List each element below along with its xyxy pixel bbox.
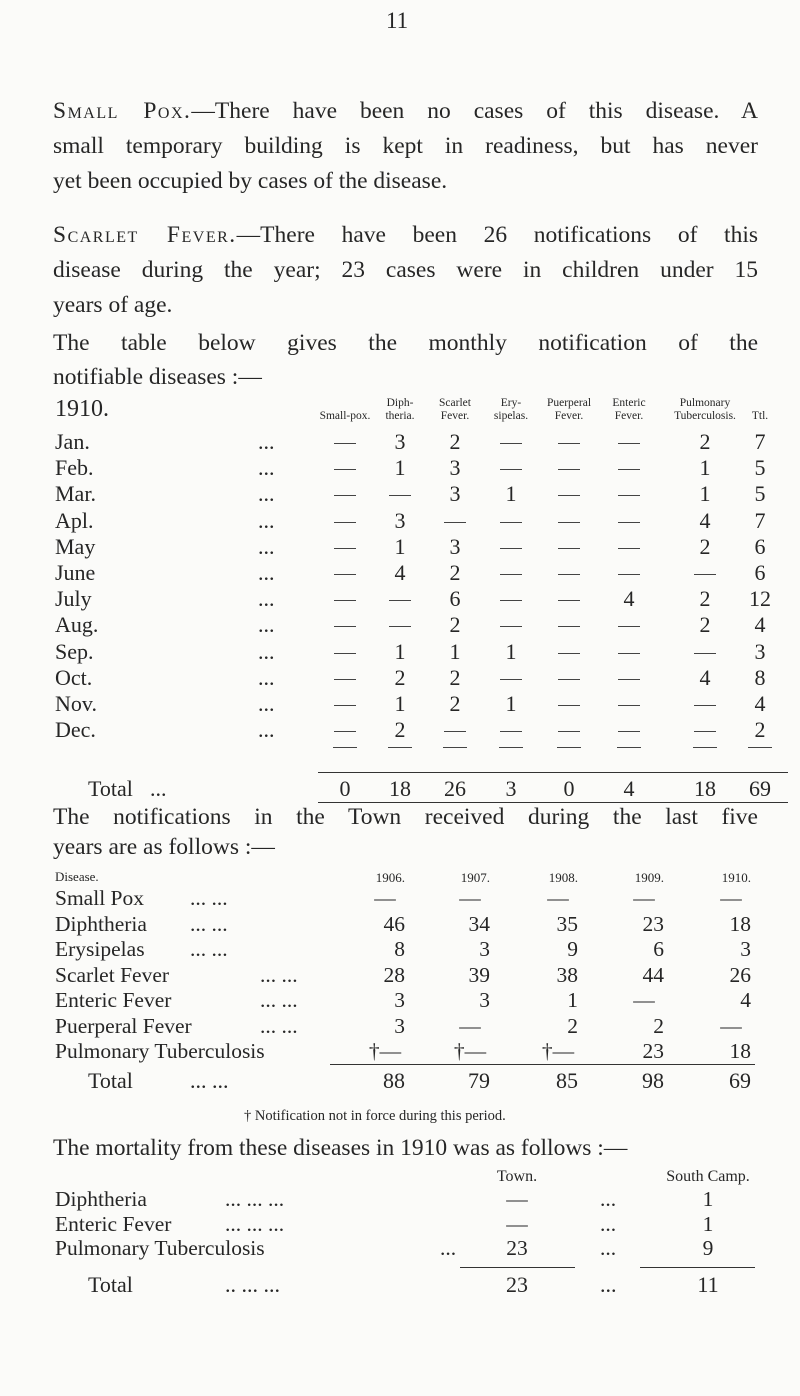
month-label: Feb.: [55, 455, 94, 481]
year-header: 1908.: [548, 870, 578, 885]
table-cell: 1: [699, 455, 711, 481]
column-header: Fever.: [614, 410, 644, 422]
leader-dots: ...: [600, 1187, 617, 1211]
month-label: June: [55, 560, 96, 585]
column-header: Fever.: [554, 410, 584, 422]
total-cell: 0: [339, 776, 351, 801]
five-year-intro-line-2: years are as follows :—: [53, 834, 275, 860]
total-cell: 26: [444, 776, 466, 801]
table-cell: 2: [449, 664, 461, 690]
table-cell: 2: [699, 612, 711, 638]
leader-dots: ...: [258, 717, 275, 743]
leader-dots: ...: [258, 638, 275, 664]
total-cell: 0: [563, 776, 575, 801]
table-cell: —: [459, 1013, 481, 1038]
table-cell: 3: [394, 429, 406, 454]
page-number: 11: [386, 8, 409, 33]
table-cell: 1: [505, 481, 517, 507]
disease-label: Enteric Fever: [55, 1211, 172, 1236]
year-header: 1909.: [634, 870, 664, 885]
total-label: Total: [88, 1272, 133, 1297]
total-cell: 85: [556, 1068, 578, 1093]
leader-dots: ...: [440, 1236, 457, 1260]
leader-dots: ...: [150, 776, 167, 801]
total-cell: 69: [749, 776, 771, 801]
small-pox-line-3: yet been occupied by cases of the disease.: [53, 168, 448, 194]
table-cell: 3: [740, 937, 751, 961]
table-intro-line-2: notifiable diseases :—: [53, 364, 262, 390]
table-cell: 35: [556, 911, 578, 936]
table-cell: 46: [383, 911, 405, 936]
total-rule: [640, 1267, 755, 1268]
table-cell: —: [459, 886, 481, 910]
leader-dots: ... ...: [190, 911, 228, 936]
table-cell: 9: [702, 1236, 714, 1260]
column-header: theria.: [385, 410, 415, 422]
table-cell: 4: [699, 507, 711, 533]
table-cell: †—: [453, 1039, 487, 1063]
year-header: 1910.: [721, 870, 751, 885]
table-cell: 6: [754, 560, 766, 585]
total-cell: 18: [389, 776, 411, 801]
table-cell: —: [374, 886, 396, 910]
month-label: Aug.: [55, 612, 99, 638]
month-label: Jan.: [55, 429, 90, 454]
month-label: July: [55, 586, 92, 612]
leader-dots: ...: [258, 664, 275, 690]
leader-dots: ... ...: [190, 886, 228, 910]
disease-label: Diphtheria: [55, 911, 147, 936]
column-header: South Camp.: [666, 1168, 750, 1185]
table-cell: —: [720, 1013, 742, 1038]
table-cell: 2: [449, 429, 461, 454]
scarlet-fever-line-1: Scarlet Fever.—There have been 26 notifications of this: [53, 222, 758, 248]
table-cell: —: [633, 886, 655, 910]
scarlet-fever-heading: Scarlet Fever.: [53, 222, 237, 248]
table-cell: 2: [449, 560, 461, 585]
table-cell: 2: [394, 717, 406, 743]
table-cell: 6: [653, 937, 664, 961]
disease-label: Small Pox: [55, 886, 145, 910]
disease-label: Pulmonary Tuberculosis: [55, 1236, 265, 1260]
table-cell: 1: [394, 638, 406, 664]
column-header: Tuberculosis.: [674, 410, 736, 422]
disease-label: Enteric Fever: [55, 988, 172, 1012]
total-cell: 23: [506, 1272, 528, 1297]
scarlet-fever-line-2: disease during the year; 23 cases were in children under 15: [53, 257, 758, 283]
column-header: Town.: [496, 1168, 538, 1185]
leader-dots: ... ...: [260, 1013, 298, 1038]
table-cell: 23: [642, 1039, 664, 1063]
table-cell: 26: [729, 962, 751, 987]
table-cell: 2: [653, 1013, 664, 1038]
table-cell: 34: [468, 911, 490, 936]
table-cell: 1: [394, 533, 406, 559]
leader-dots: ...: [258, 455, 275, 481]
table-cell: 3: [394, 507, 406, 533]
table-cell: 1: [567, 988, 578, 1012]
table-cell: 3: [394, 988, 405, 1012]
table-cell: 44: [642, 962, 664, 987]
table-cell: —: [633, 988, 655, 1012]
month-label: Oct.: [55, 664, 93, 690]
table-cell: 4: [754, 691, 766, 716]
table-cell: 1: [699, 481, 711, 507]
table-cell: 1: [702, 1211, 714, 1236]
leader-dots: ...: [600, 1236, 617, 1260]
table-cell: 1: [505, 638, 517, 664]
table-cell: 18: [729, 1039, 751, 1063]
year-header: 1907.: [460, 870, 490, 885]
table-cell: 8: [754, 664, 766, 690]
table-cell: 39: [468, 962, 490, 987]
table-cell: —: [506, 1211, 528, 1236]
footnote: † Notification not in force during this period.: [244, 1108, 506, 1124]
table-cell: 12: [749, 586, 771, 612]
month-label: Apl.: [55, 507, 94, 533]
table-cell: 8: [394, 937, 405, 961]
total-cell: 79: [468, 1068, 490, 1093]
month-label: Sep.: [55, 638, 94, 664]
five-year-intro-line-1: The notifications in the Town received during the last five: [53, 804, 758, 830]
total-cell: 3: [505, 776, 517, 801]
table-cell: 2: [567, 1013, 578, 1038]
leader-dots: ...: [258, 429, 275, 454]
total-label: Total: [88, 776, 133, 801]
table-cell: 3: [394, 1013, 405, 1038]
mortality-intro: The mortality from these diseases in 1910 was as follows :—: [53, 1135, 628, 1161]
disease-column-header: Disease.: [55, 869, 99, 884]
leader-dots: ...: [258, 612, 275, 638]
leader-dots: ... ...: [190, 937, 228, 961]
leader-dots: ... ...: [260, 988, 298, 1012]
table-cell: 38: [556, 962, 578, 987]
column-header: Ery-: [500, 397, 522, 409]
table-cell: 1: [505, 691, 517, 716]
disease-label: Scarlet Fever: [55, 962, 170, 987]
table-cell: 4: [754, 612, 766, 638]
column-header: sipelas.: [493, 410, 529, 422]
table-cell: 5: [754, 481, 766, 507]
total-cell: 98: [642, 1068, 664, 1093]
table-cell: 2: [699, 533, 711, 559]
table-cell: 2: [449, 612, 461, 638]
disease-label: Puerperal Fever: [55, 1013, 192, 1038]
table-cell: †—: [541, 1039, 575, 1063]
table-cell: 4: [740, 988, 751, 1012]
table-cell: —: [720, 886, 742, 910]
leader-dots: ...: [258, 533, 275, 559]
table-cell: 3: [449, 533, 461, 559]
table-cell: 1: [702, 1187, 714, 1211]
total-cell: 69: [729, 1068, 751, 1093]
table-cell: 23: [642, 911, 664, 936]
table-cell: 18: [729, 911, 751, 936]
table-cell: 6: [449, 586, 461, 612]
leader-dots: ... ... ...: [225, 1211, 285, 1236]
total-cell: 88: [383, 1068, 405, 1093]
table-cell: 1: [449, 638, 461, 664]
table-cell: 6: [754, 533, 766, 559]
table-cell: 5: [754, 455, 766, 481]
leader-dots: ... ... ...: [225, 1187, 285, 1211]
disease-label: Diphtheria: [55, 1187, 147, 1211]
leader-dots: ...: [600, 1211, 617, 1236]
total-cell: 18: [694, 776, 716, 801]
table-cell: 23: [506, 1236, 528, 1260]
table-cell: 2: [699, 429, 711, 454]
total-label: Total: [88, 1068, 133, 1093]
table-cell: 2: [394, 664, 406, 690]
table-cell: 28: [383, 962, 405, 987]
column-header: Small-pox.: [319, 410, 371, 422]
leader-dots: ...: [600, 1272, 617, 1297]
leader-dots: ... ...: [260, 962, 298, 987]
table-cell: 3: [449, 481, 461, 507]
column-header: Puerperal: [546, 397, 592, 409]
table-cell: 4: [699, 664, 711, 690]
leader-dots: .. ... ...: [225, 1272, 280, 1297]
column-header: Diph-: [386, 397, 414, 409]
table-cell: †—: [368, 1039, 402, 1063]
leader-dots: ...: [258, 691, 275, 716]
table-cell: 4: [394, 560, 406, 585]
table-cell: 2: [754, 717, 766, 743]
table-cell: 7: [754, 429, 766, 454]
small-pox-line-1: Small Pox.—There have been no cases of this disease. A: [53, 98, 758, 124]
table-cell: 7: [754, 507, 766, 533]
leader-dots: ...: [258, 507, 275, 533]
table-cell: 9: [567, 937, 578, 961]
table-intro-line-1: The table below gives the monthly notification of the: [53, 330, 758, 356]
table-cell: 1: [394, 691, 406, 716]
table-cell: 2: [699, 586, 711, 612]
small-pox-line-2: small temporary building is kept in readiness, but has never: [53, 133, 758, 159]
scarlet-fever-line-3: years of age.: [53, 292, 173, 318]
table-cell: 1: [394, 455, 406, 481]
total-cell: 11: [697, 1272, 719, 1297]
column-header: Enteric: [612, 397, 646, 409]
leader-dots: ... ...: [190, 1068, 229, 1093]
year-header: 1906.: [375, 870, 405, 885]
table-cell: 3: [754, 638, 766, 664]
column-header: Pulmonary: [679, 397, 731, 409]
small-pox-heading: Small Pox.: [53, 98, 192, 124]
month-label: Mar.: [55, 481, 96, 507]
table-cell: —: [547, 886, 569, 910]
column-header: Ttl.: [751, 410, 769, 422]
month-label: Nov.: [55, 691, 97, 716]
leader-dots: ...: [258, 586, 275, 612]
month-label: May: [55, 533, 96, 559]
column-header: Fever.: [440, 410, 470, 422]
leader-dots: ...: [258, 560, 275, 585]
table-cell: 3: [479, 937, 490, 961]
table-cell: 2: [449, 691, 461, 716]
column-header: Scarlet: [439, 397, 471, 409]
table-year: 1910.: [55, 396, 109, 422]
table-cell: —: [506, 1187, 528, 1211]
table-cell: 3: [449, 455, 461, 481]
leader-dots: ...: [258, 481, 275, 507]
disease-label: Erysipelas: [55, 937, 145, 961]
total-cell: 4: [623, 776, 635, 801]
table-cell: 3: [479, 988, 490, 1012]
month-label: Dec.: [55, 717, 96, 743]
table-cell: 4: [623, 586, 635, 612]
total-rule: [460, 1267, 575, 1268]
disease-label: Pulmonary Tuberculosis: [55, 1039, 265, 1063]
